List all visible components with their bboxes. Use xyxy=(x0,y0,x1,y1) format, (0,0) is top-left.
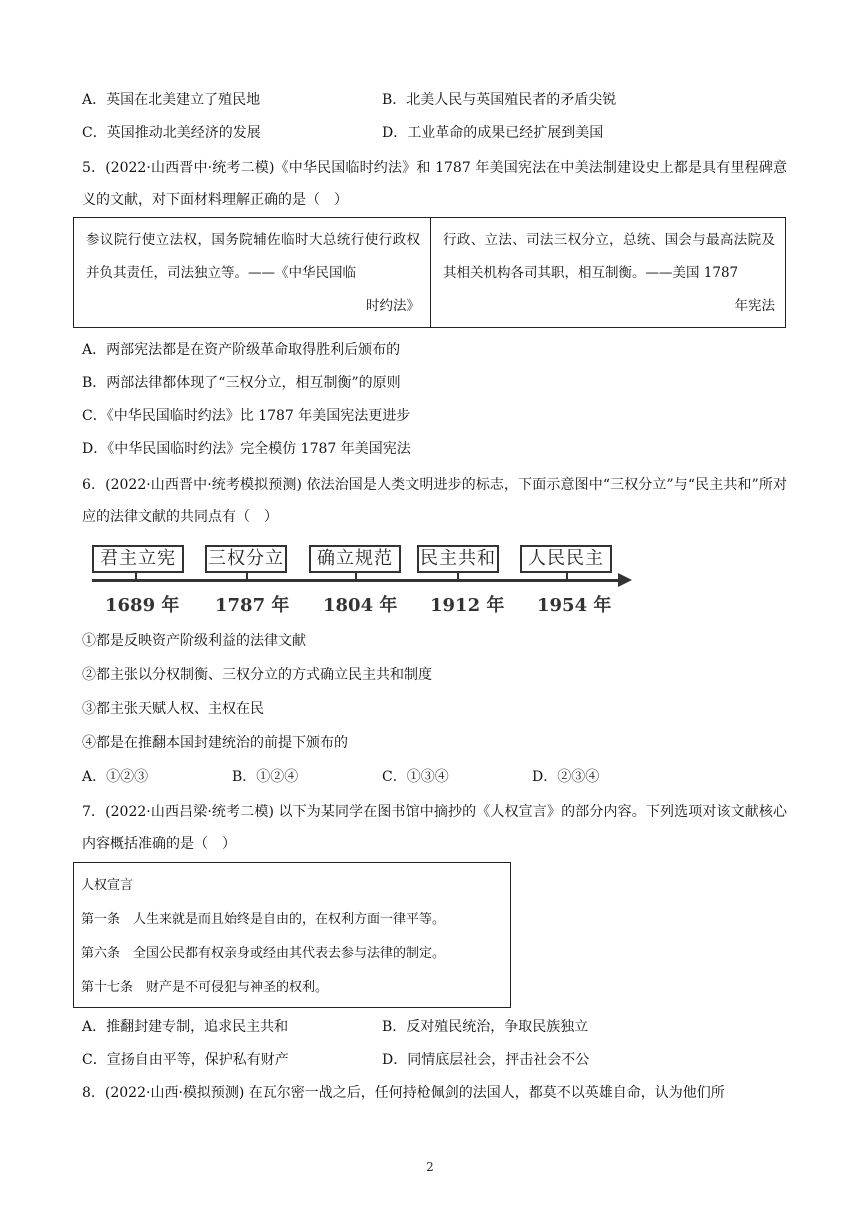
timeline-node-label: 确立规范 xyxy=(309,545,401,573)
timeline-arrow-icon xyxy=(618,573,632,587)
q7-option-row-1 xyxy=(82,1017,782,1037)
q7-article-17: 第十七条 财产是不可侵犯与神圣的权利。 xyxy=(81,980,329,995)
timeline-node-label: 三权分立 xyxy=(205,545,287,573)
q7-option-a: A．推翻封建专制，追求民主共和 xyxy=(82,1019,289,1035)
q6-option-d: D．②③④ xyxy=(532,769,600,785)
q6-option-c: C．①③④ xyxy=(382,769,449,785)
timeline-node-label: 君主立宪 xyxy=(92,545,184,573)
q4-option-b: B．北美人民与英国殖民者的矛盾尖锐 xyxy=(382,92,617,108)
q6-option-a: A．①②③ xyxy=(82,769,149,785)
q7-option-d: D．同情底层社会，抨击社会不公 xyxy=(382,1052,590,1068)
q5-option-a: A．两部宪法都是在资产阶级革命取得胜利后颁布的 xyxy=(82,342,401,358)
q6-statement-4: ④都是在推翻本国封建统治的前提下颁布的 xyxy=(82,735,348,751)
q5-option-b: B．两部法律都体现了“三权分立，相互制衡”的原则 xyxy=(82,375,401,391)
q6-option-b: B．①②④ xyxy=(232,769,299,785)
q7-box-title: 人权宣言 xyxy=(81,878,134,893)
page-number: 2 xyxy=(426,1160,434,1174)
q4-option-d: D．工业革命的成果已经扩展到美国 xyxy=(382,125,604,141)
q7-stem: 7．(2022·山西吕梁·统考二模) 以下为某同学在图书馆中摘抄的《人权宣言》的部分内容。下列选项对该文献核心内容概括准确的是（ ） xyxy=(82,804,787,852)
q5-material-left xyxy=(74,218,431,327)
q7-option-row-2 xyxy=(82,1050,782,1070)
q7-option-b: B．反对殖民统治，争取民族独立 xyxy=(382,1019,589,1035)
timeline-node-label: 人民民主 xyxy=(520,545,612,573)
q5-stem: 5．(2022·山西晋中·统考二模)《中华民国临时约法》和 1787 年美国宪法在中美法制建设史上都是具有里程碑意义的文献，对下面材料理解正确的是（ ） xyxy=(82,160,787,208)
q6-option-row xyxy=(82,767,782,787)
q5-material-table xyxy=(73,217,786,328)
q7-article-1: 第一条 人生来就是而且始终是自由的，在权利方面一律平等。 xyxy=(81,912,446,927)
timeline-node-year: 1954 年 xyxy=(537,595,612,616)
timeline-node-year: 1689 年 xyxy=(105,595,180,616)
q7-article-6: 第六条 全国公民都有权亲身或经由其代表去参与法律的制定。 xyxy=(81,946,446,961)
q7-option-c: C．宣扬自由平等，保护私有财产 xyxy=(82,1052,289,1068)
q8-stem: 8．(2022·山西·模拟预测) 在瓦尔密一战之后，任何持枪佩剑的法国人，都莫不以英雄自命，认为他们所 xyxy=(82,1085,725,1101)
q4-option-c: C．英国推动北美经济的发展 xyxy=(82,125,261,141)
q5-material-left-source: 时约法》 xyxy=(366,298,420,314)
q5-material-right-text: 行政、立法、司法三权分立，总统、国会与最高法院及其相关机构各司其职，相互制衡。——美国 1787 xyxy=(443,232,775,281)
q5-material-left-text: 参议院行使立法权，国务院辅佐临时大总统行使行政权并负其责任，司法独立等。——《中华民国临 xyxy=(86,232,420,281)
timeline-node-year: 1912 年 xyxy=(430,595,505,616)
q5-option-d: D．《中华民国临时约法》完全模仿 1787 年美国宪法 xyxy=(82,441,411,457)
q5-option-c: C．《中华民国临时约法》比 1787 年美国宪法更进步 xyxy=(82,408,411,424)
q6-timeline-diagram xyxy=(92,541,640,619)
q5-material-right xyxy=(431,218,785,327)
q7-material-box xyxy=(73,862,511,1008)
timeline-node-year: 1804 年 xyxy=(323,595,398,616)
timeline-node-year: 1787 年 xyxy=(215,595,290,616)
q6-stem: 6．(2022·山西晋中·统考模拟预测) 依法治国是人类文明进步的标志，下面示意图中“三权分立”与“民主共和”所对应的法律文献的共同点有（ ） xyxy=(82,477,787,525)
q6-statement-1: ①都是反映资产阶级利益的法律文献 xyxy=(82,633,306,649)
q6-statement-2: ②都主张以分权制衡、三权分立的方式确立民主共和制度 xyxy=(82,667,432,683)
q4-option-a: A．英国在北美建立了殖民地 xyxy=(82,92,261,108)
q5-material-right-source: 年宪法 xyxy=(734,298,775,314)
q6-statement-3: ③都主张天赋人权、主权在民 xyxy=(82,701,264,717)
q4-option-row-2 xyxy=(82,123,782,143)
timeline-node-label: 民主共和 xyxy=(417,545,499,573)
timeline-axis xyxy=(92,579,622,582)
q4-option-row-1 xyxy=(82,90,782,110)
